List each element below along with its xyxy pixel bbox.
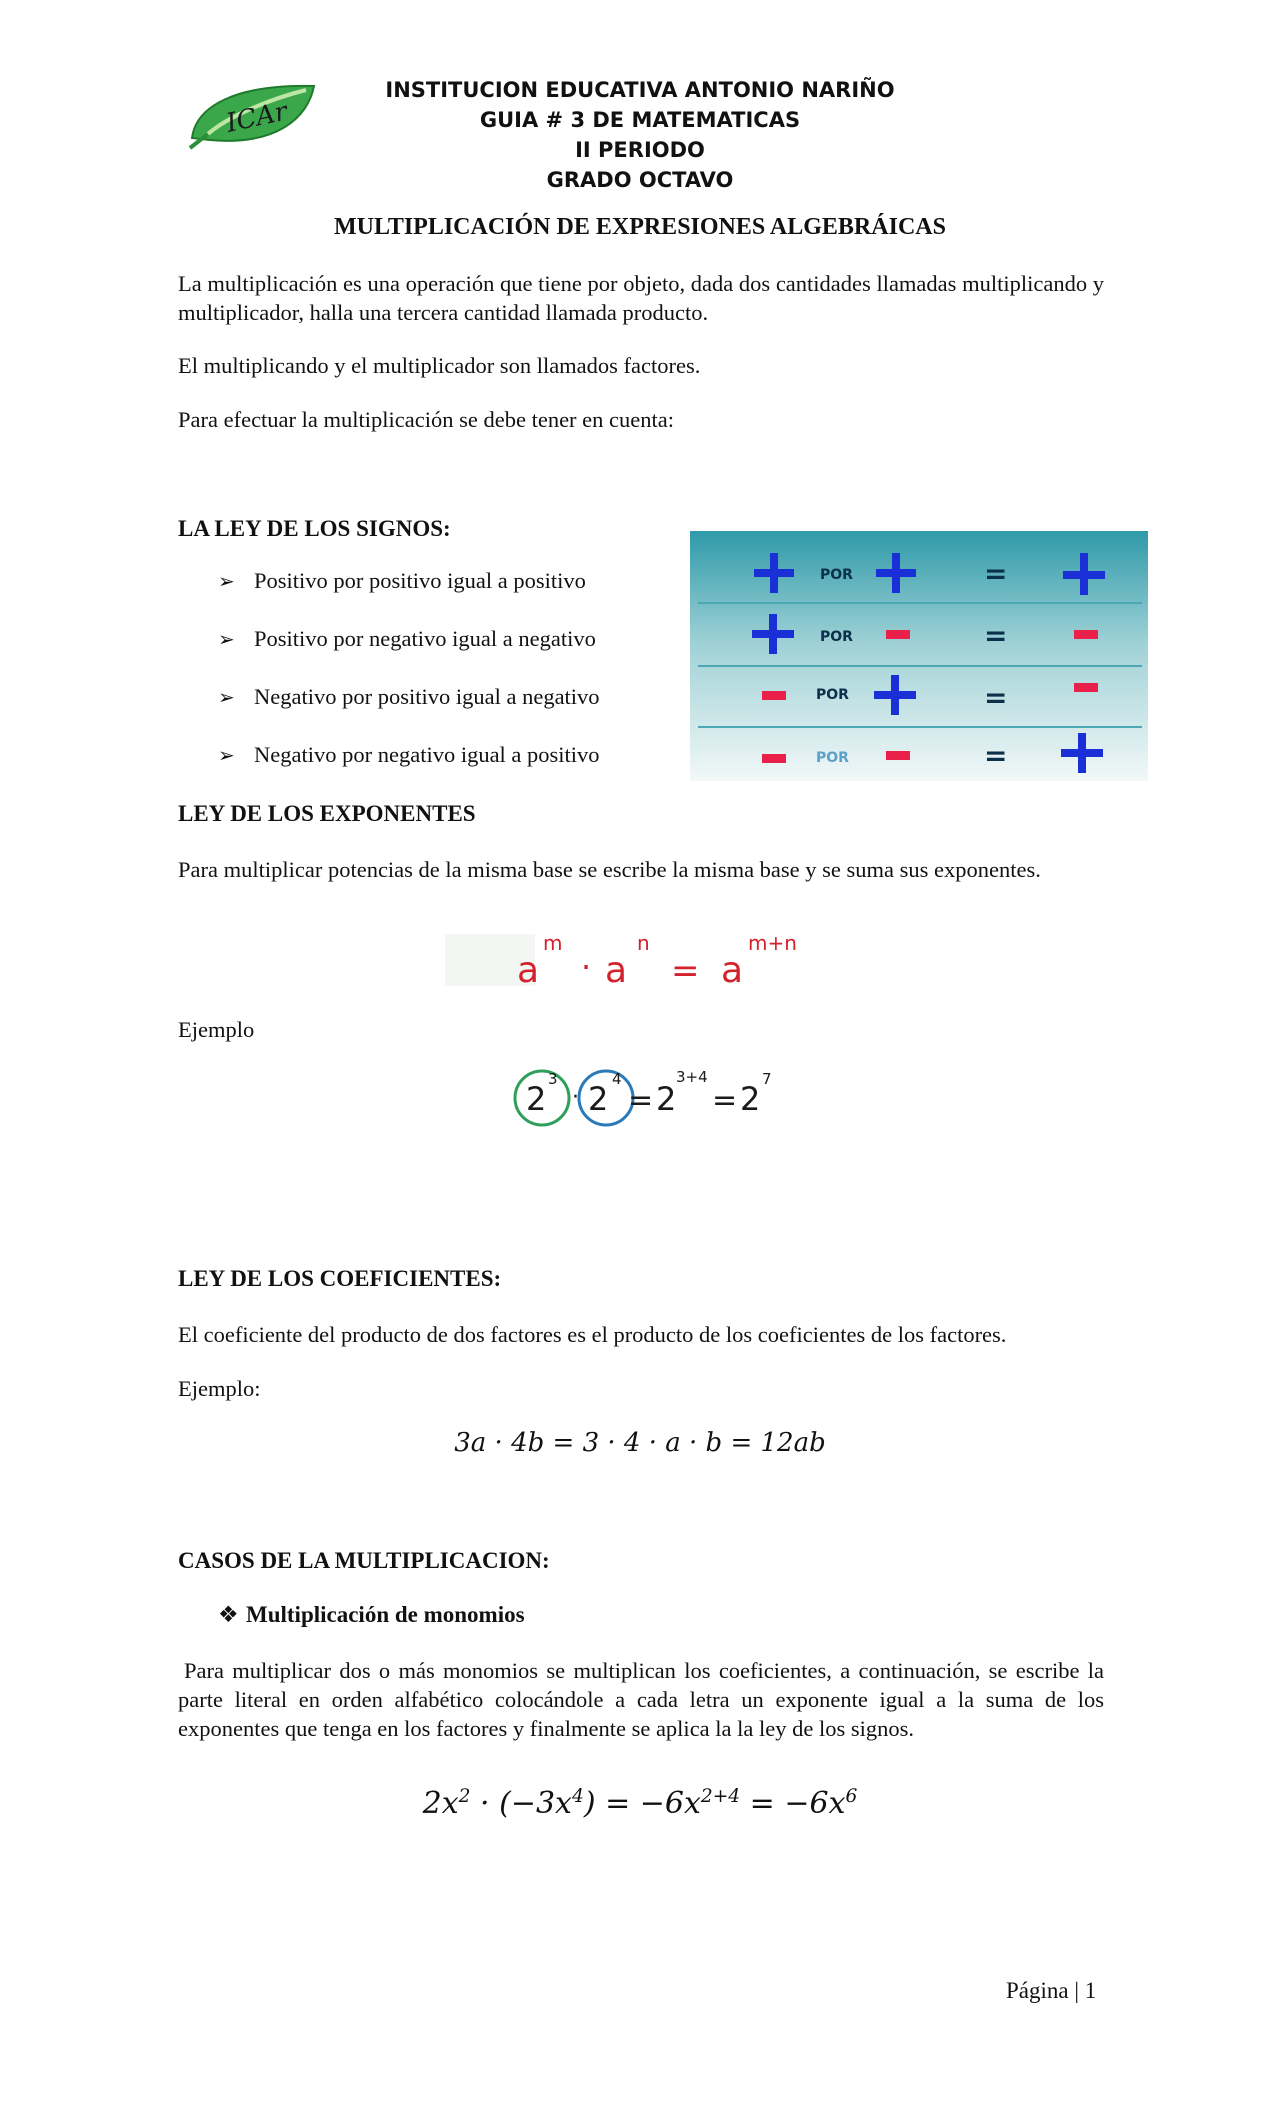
signs-bullet-2-text: Positivo por negativo igual a negativo: [254, 626, 596, 651]
ex-base-1: 2: [526, 1080, 547, 1118]
ex-exp-1: 3: [548, 1070, 558, 1088]
equals-label: =: [984, 681, 1008, 714]
equals-label: =: [984, 557, 1008, 590]
monomials-paragraph: Para multiplicar dos o más monomios se multiplican los coeficientes, a continuación, se escribe la parte literal en orden alfabético colocándole a cada letra un exponente igual a la suma de los exponentes que tenga en los factores y finalmente se aplica la la ley de los signos.: [178, 1658, 1104, 1741]
minus-icon: [886, 630, 910, 639]
diamond-bullet-icon: ❖: [218, 1602, 239, 1627]
eq-part-2: · (−3x: [470, 1786, 572, 1821]
coefficients-heading: LEY DE LOS COEFICIENTES:: [178, 1266, 502, 1291]
law-exp-sum: m+n: [748, 931, 797, 955]
ex-exp-sum: 3+4: [676, 1068, 708, 1086]
ex-equals-2: =: [712, 1083, 738, 1118]
ex-dot: ·: [572, 1085, 579, 1110]
ex-equals-1: =: [628, 1083, 654, 1118]
signs-bullet-1: [218, 568, 586, 594]
arrow-bullet-icon: ➢: [218, 687, 235, 709]
minus-icon: [762, 754, 786, 763]
signs-bullet-1-text: Positivo por positivo igual a positivo: [254, 568, 586, 593]
arrow-bullet-icon: ➢: [218, 571, 235, 593]
intro-paragraph-3: Para efectuar la multiplicación se debe tener en cuenta:: [178, 407, 674, 432]
arrow-bullet-icon: ➢: [218, 745, 235, 767]
coefficients-paragraph: El coeficiente del producto de dos factores es el producto de los coeficientes de los factores.: [178, 1322, 1007, 1347]
ex-base-2: 2: [588, 1080, 609, 1118]
cases-heading: CASOS DE LA MULTIPLICACION:: [178, 1548, 550, 1573]
page-title: MULTIPLICACIÓN DE EXPRESIONES ALGEBRÁICAS: [334, 214, 946, 240]
minus-icon: [886, 751, 910, 760]
por-label: POR: [816, 750, 849, 766]
exponent-law-formula: [445, 930, 805, 990]
signs-bullet-3: [218, 684, 600, 710]
grade: GRADO OCTAVO: [546, 168, 734, 192]
coefficients-example-label: Ejemplo:: [178, 1376, 261, 1401]
logo-text: ICAr: [223, 96, 291, 139]
eq-exp-2: 4: [571, 1786, 584, 1807]
intro-paragraph-2: El multiplicando y el multiplicador son llamados factores.: [178, 353, 701, 378]
signs-bullet-4: [218, 742, 600, 768]
equals-label: =: [984, 619, 1008, 652]
por-label: POR: [820, 629, 853, 645]
example-label: Ejemplo: [178, 1017, 255, 1042]
minus-icon: [1074, 630, 1098, 639]
guide-number: GUIA # 3 DE MATEMATICAS: [479, 108, 801, 132]
coefficients-equation: 3a · 4b = 3 · 4 · a · b = 12ab: [454, 1428, 826, 1458]
ex-base-4: 2: [740, 1080, 761, 1118]
eq-exp-1: 2: [458, 1786, 471, 1807]
eq-part-1: 2x: [422, 1786, 459, 1821]
minus-icon: [1074, 683, 1098, 692]
signs-bullet-3-text: Negativo por positivo igual a negativo: [254, 684, 600, 709]
school-name: INSTITUCION EDUCATIVA ANTONIO NARIÑO: [385, 78, 895, 102]
minus-icon: [762, 691, 786, 700]
eq-part-3: ) = −6x: [583, 1786, 701, 1821]
signs-bullet-2: [218, 626, 596, 652]
sign-rules-table: [690, 531, 1148, 781]
monomials-equation: [180, 1786, 1100, 1821]
school-logo: [186, 78, 322, 152]
law-dot: ·: [581, 948, 592, 986]
monomials-subheading-text: Multiplicación de monomios: [246, 1602, 525, 1627]
ex-base-3: 2: [656, 1080, 677, 1118]
exponent-example-formula: [510, 1062, 780, 1132]
exponents-paragraph: Para multiplicar potencias de la misma base se escribe la misma base y se suma sus exponentes.: [178, 857, 1041, 882]
equals-label: =: [984, 739, 1008, 772]
law-exp-n: n: [637, 931, 650, 955]
arrow-bullet-icon: ➢: [218, 629, 235, 651]
exponents-heading: LEY DE LOS EXPONENTES: [178, 801, 476, 826]
ex-exp-2: 4: [612, 1070, 622, 1088]
ex-exp-result: 7: [762, 1070, 772, 1088]
por-label: POR: [816, 687, 849, 703]
eq-exp-4: 6: [845, 1786, 858, 1807]
intro-paragraph-1: La multiplicación es una operación que tiene por objeto, dada dos cantidades llamadas multiplicando y multiplicador, halla una tercera cantidad llamada producto.: [178, 271, 1104, 325]
law-equals: =: [671, 951, 700, 990]
law-base-1: a: [517, 950, 540, 990]
period: II PERIODO: [575, 138, 705, 162]
law-exp-m: m: [543, 931, 563, 955]
law-base-3: a: [721, 950, 744, 990]
por-label: POR: [820, 567, 853, 583]
eq-exp-3: 2+4: [700, 1786, 741, 1807]
page-number: Página | 1: [1006, 1978, 1097, 2003]
signs-heading: LA LEY DE LOS SIGNOS:: [178, 516, 451, 541]
signs-bullet-4-text: Negativo por negativo igual a positivo: [254, 742, 600, 767]
eq-part-4: = −6x: [740, 1786, 846, 1821]
law-base-2: a: [605, 950, 628, 990]
monomials-subheading: [218, 1602, 525, 1628]
